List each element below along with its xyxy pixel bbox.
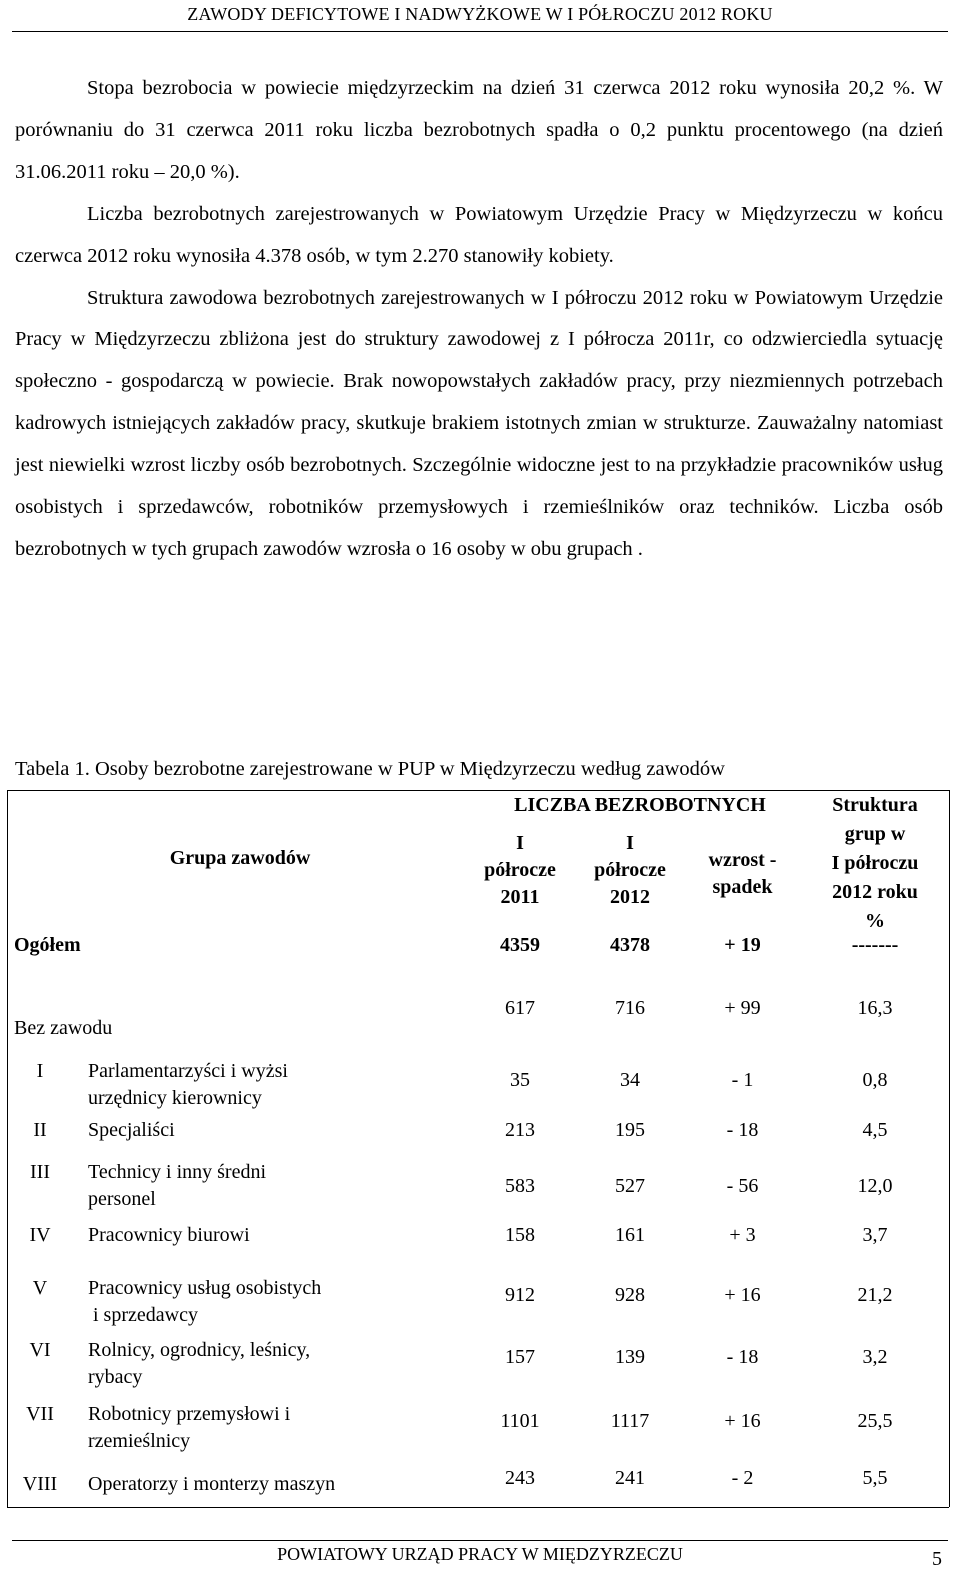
row-group-name-line: rzemieślnicy [88,1430,191,1452]
row-group-name [88,1058,468,1112]
page-header: ZAWODY DEFICYTOWE I NADWYŻKOWE W I PÓŁROCZU 2012 ROKU [187,4,773,24]
row-change: + 99 [724,997,761,1019]
row-number: VIII [22,1473,58,1495]
row-group-name-line: Technicy i inny średni [88,1161,266,1183]
row-share: 16,3 [857,997,893,1019]
row-h2011: 912 [505,1284,535,1306]
row-group-name-line: Robotnicy przemysłowi i [88,1403,291,1425]
paragraph-3: Struktura zawodowa bezrobotnych zarejestrowanych w I półroczu 2012 roku w Powiatowym Urzędzie Pracy w Międzyrzeczu zbliżona jest do struktury zawodowej z I półrocza 2011r, co odzwierciedla sytuację społeczno - gospodarczą w powiecie. Brak nowopowstałych zakładów pracy, przy niezmiennych potrzebach kadrowych istniejących zakładów pracy, skutkuje brakiem istotnych zmian w strukturze. Zauważalny natomiast jest niewielki wzrost liczby osób bezrobotnych. Szczególnie widoczne jest to na przykładzie pracowników usług osobistych i sprzedawców, robotników przemysłowych i rzemieślników oraz techników. Liczba osób bezrobotnych w tych grupach zawodów wzrosła o 16 osoby w obu grupach . [15,286,943,560]
table-right-rule [949,790,950,1507]
row-group-name [88,1337,468,1391]
header-change-line: spadek [712,876,773,898]
paragraph-1: Stopa bezrobocia w powiecie międzyrzeckim na dzień 31 czerwca 2012 roku wynosiła 20,2 %. W porównaniu do 31 czerwca 2011 roku liczba bezrobotnych spadła o 0,2 punktu procentowego (na dzień 31.06.2011 roku – 20,0 %). [15,77,943,183]
row-number: I [36,1060,44,1082]
header-structure-line: 2012 roku [832,881,918,903]
table-left-rule [7,790,8,1507]
row-group-name [14,1015,394,1042]
row-number: V [32,1277,48,1299]
paragraph-2: Liczba bezrobotnych zarejestrowanych w Powiatowym Urzędzie Pracy w Międzyrzeczu w końcu czerwca 2012 roku wynosiła 4.378 osób, w tym 2.270 stanowiły kobiety. [15,202,943,267]
row-change: + 16 [724,1410,761,1432]
row-number: VI [29,1339,51,1361]
total-2011: 4359 [500,934,540,956]
header-structure [805,791,945,936]
row-group-name-line: Pracownicy biurowi [88,1224,250,1246]
row-group-name [88,1159,468,1213]
header-2011-line: 2011 [500,886,540,908]
row-change: - 1 [731,1069,754,1091]
row-group-name-line: i sprzedawcy [88,1304,198,1326]
total-change: + 19 [724,934,761,956]
row-group-name [88,1401,468,1455]
row-group-name-line: Operatorzy i monterzy maszyn [88,1473,336,1495]
row-h2011: 213 [505,1119,535,1141]
table-caption: Tabela 1. Osoby bezrobotne zarejestrowane w PUP w Międzyrzeczu według zawodów [15,758,725,780]
row-h2012: 527 [615,1175,645,1197]
row-h2012: 195 [615,1119,645,1141]
row-number: VII [26,1403,54,1425]
header-2012-line: 2012 [610,886,650,908]
row-h2012: 716 [615,997,645,1019]
row-share: 12,0 [857,1175,893,1197]
row-share: 21,2 [857,1284,893,1306]
row-h2011: 35 [510,1069,530,1091]
row-change: - 18 [726,1119,759,1141]
row-change: + 16 [724,1284,761,1306]
row-number: II [33,1119,47,1141]
row-change: - 56 [726,1175,759,1197]
row-h2011: 157 [505,1346,535,1368]
total-share: ------- [851,934,899,956]
header-2012-line: I [626,832,634,854]
header-structure-line: % [865,910,885,932]
row-h2012: 139 [615,1346,645,1368]
row-h2011: 583 [505,1175,535,1197]
row-share: 5,5 [862,1467,888,1489]
row-share: 25,5 [857,1410,893,1432]
row-h2011: 158 [505,1224,535,1246]
row-h2011: 243 [505,1467,535,1489]
row-group-name-line: Pracownicy usług osobistych [88,1277,322,1299]
row-group-name-line: Rolnicy, ogrodnicy, leśnicy, [88,1339,311,1361]
header-change-line: wzrost - [708,849,777,871]
header-2011-line: I [516,832,524,854]
row-share: 3,7 [862,1224,888,1246]
row-h2011: 1101 [500,1410,540,1432]
row-group-name [88,1275,468,1329]
row-group-name [88,1117,468,1144]
row-share: 3,2 [862,1346,888,1368]
header-structure-line: I półroczu [831,852,919,874]
header-change [690,847,795,901]
page-footer: POWIATOWY URZĄD PRACY W MIĘDZYRZECZU [277,1544,683,1564]
total-2012: 4378 [610,934,650,956]
header-group: Grupa zawodów [169,847,311,869]
page-number: 5 [932,1548,942,1570]
row-group-name-line: Specjaliści [88,1119,175,1141]
row-change: + 3 [729,1224,756,1246]
header-2011 [470,830,570,911]
row-group-name-line: urzędnicy kierownicy [88,1087,262,1109]
row-h2011: 617 [505,997,535,1019]
row-number: IV [29,1224,51,1246]
header-structure-line: Struktura [832,794,918,816]
row-number: III [30,1161,50,1183]
header-2012-line: półrocze [594,859,666,881]
header-count: LICZBA BEZROBOTNYCH [514,794,766,816]
row-group-name-line: personel [88,1188,156,1210]
row-group-name-line: Bez zawodu [14,1017,113,1039]
row-group-name-line: Parlamentarzyści i wyżsi [88,1060,288,1082]
row-h2012: 1117 [610,1410,650,1432]
row-group-name-line: rybacy [88,1366,143,1388]
row-change: - 2 [731,1467,754,1489]
row-group-name [88,1222,468,1249]
row-h2012: 161 [615,1224,645,1246]
header-2012 [580,830,680,911]
row-h2012: 241 [615,1467,645,1489]
row-h2012: 34 [620,1069,640,1091]
total-label: Ogółem [14,934,81,956]
row-share: 4,5 [862,1119,888,1141]
row-h2012: 928 [615,1284,645,1306]
row-share: 0,8 [862,1069,888,1091]
header-2011-line: półrocze [484,859,556,881]
header-structure-line: grup w [844,823,906,845]
row-change: - 18 [726,1346,759,1368]
table-bottom-rule [7,1507,949,1508]
row-group-name [88,1471,468,1498]
footer-rule [12,1540,948,1541]
